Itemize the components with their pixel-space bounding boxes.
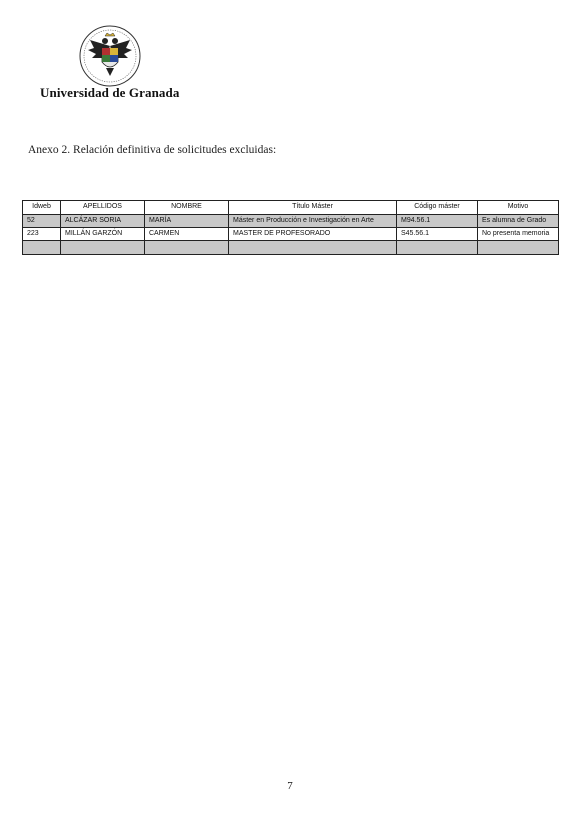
university-coat-of-arms-icon bbox=[78, 24, 142, 88]
cell-empty bbox=[478, 241, 559, 255]
cell-titulo-master: Máster en Producción e Investigación en Arte bbox=[229, 215, 397, 228]
university-logo bbox=[78, 24, 142, 88]
table-row-empty bbox=[23, 241, 559, 255]
cell-empty bbox=[229, 241, 397, 255]
cell-codigo-master: S45.56.1 bbox=[397, 228, 478, 241]
cell-codigo-master: M94.56.1 bbox=[397, 215, 478, 228]
cell-empty bbox=[61, 241, 145, 255]
column-header-codigo-master: Código máster bbox=[397, 201, 478, 215]
cell-motivo: Es alumna de Grado bbox=[478, 215, 559, 228]
annex-title: Anexo 2. Relación definitiva de solicitudes excluidas: bbox=[28, 144, 277, 156]
column-header-motivo: Motivo bbox=[478, 201, 559, 215]
cell-idweb: 52 bbox=[23, 215, 61, 228]
column-header-titulo-master: Título Máster bbox=[229, 201, 397, 215]
cell-empty bbox=[23, 241, 61, 255]
column-header-nombre: NOMBRE bbox=[145, 201, 229, 215]
cell-idweb: 223 bbox=[23, 228, 61, 241]
cell-apellidos: MILLÁN GARZÓN bbox=[61, 228, 145, 241]
excluded-applications-table bbox=[22, 200, 559, 255]
table-row bbox=[23, 215, 559, 228]
column-header-apellidos: APELLIDOS bbox=[61, 201, 145, 215]
cell-motivo: No presenta memoria bbox=[478, 228, 559, 241]
cell-titulo-master: MASTER DE PROFESORADO bbox=[229, 228, 397, 241]
page-number: 7 bbox=[287, 780, 293, 792]
cell-nombre: MARÍA bbox=[145, 215, 229, 228]
table-header-row bbox=[23, 201, 559, 215]
cell-empty bbox=[397, 241, 478, 255]
cell-apellidos: ALCÁZAR SORIA bbox=[61, 215, 145, 228]
column-header-idweb: Idweb bbox=[23, 201, 61, 215]
cell-empty bbox=[145, 241, 229, 255]
university-name: Universidad de Granada bbox=[40, 85, 180, 100]
cell-nombre: CARMEN bbox=[145, 228, 229, 241]
table-row bbox=[23, 228, 559, 241]
